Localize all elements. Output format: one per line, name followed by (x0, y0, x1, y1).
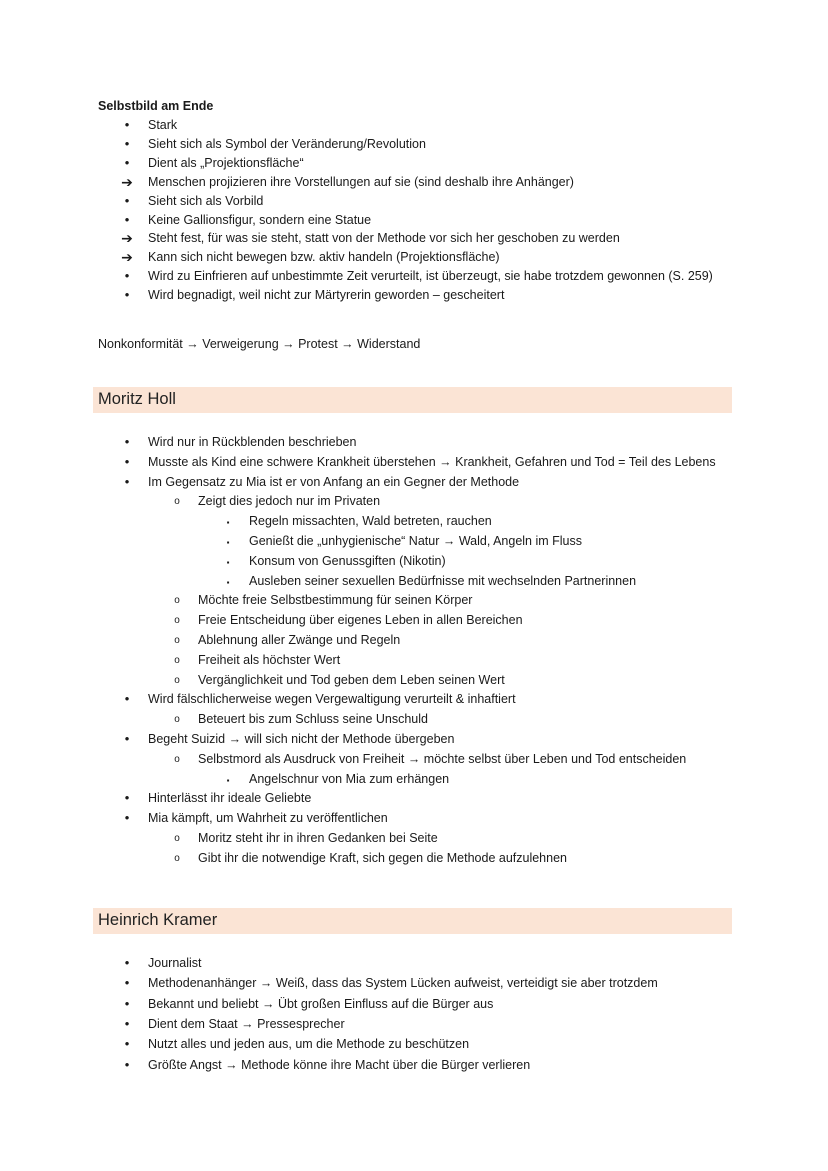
bullet-icon: • (124, 1036, 130, 1052)
circle-bullet-icon: o (174, 496, 180, 508)
list-item-text: Regeln missachten, Wald betreten, rauchen (249, 514, 492, 529)
list-item-text: Im Gegensatz zu Mia ist er von Anfang an ein Gegner der Methode (148, 474, 520, 489)
list-item-text: Wird nur in Rückblenden beschrieben (148, 435, 357, 449)
bullet-icon: • (124, 287, 130, 303)
bullet-icon: • (124, 268, 130, 284)
list-item-text: Wird begnadigt, weil nicht zur Märtyrerin geworden – gescheitert (148, 288, 505, 303)
list-item-text: Größte Angst → Methode könne ihre Macht über die Bürger verlieren (148, 1057, 531, 1072)
bullet-icon: • (124, 1056, 130, 1072)
bullet-icon: • (124, 135, 130, 151)
list-item-text: Angelschnur von Mia zum erhängen (249, 771, 450, 786)
list-item-text: Menschen projizieren ihre Vorstellungen auf sie (sind deshalb ihre Anhänger) (148, 174, 574, 189)
arrow-marker-icon: ➔ (121, 173, 133, 190)
bullet-icon: • (124, 473, 130, 489)
list-item-text: Dient als „Projektionsfläche“ (148, 155, 304, 170)
square-bullet-icon: ▪ (226, 577, 230, 587)
section-heinrich-kramer (93, 908, 732, 934)
list-item-text: Ablehnung aller Zwänge und Regeln (198, 633, 401, 647)
bullet-icon: • (124, 211, 130, 227)
list-item-text: Begeht Suizid → will sich nicht der Methode übergeben (148, 732, 455, 746)
list-item-text: Beteuert bis zum Schluss seine Unschuld (198, 712, 428, 727)
section-moritz-holl (93, 387, 732, 413)
bullet-icon: • (124, 154, 130, 170)
circle-bullet-icon: o (174, 615, 180, 627)
circle-bullet-icon: o (174, 674, 180, 686)
square-bullet-icon: ▪ (226, 538, 230, 547)
list-item-text: Sieht sich als Symbol der Veränderung/Revolution (148, 136, 426, 151)
list-item-text: Konsum von Genussgiften (Nikotin) (249, 553, 446, 568)
bullet-icon: • (124, 975, 130, 991)
list-item-text: Moritz steht ihr in ihren Gedanken bei Seite (198, 831, 438, 845)
circle-bullet-icon: o (174, 833, 180, 844)
list-item-text: Keine Gallionsfigur, sondern eine Statue (148, 212, 372, 227)
circle-bullet-icon: o (174, 654, 180, 666)
circle-bullet-icon: o (174, 635, 180, 646)
bullet-icon: • (124, 955, 130, 970)
bullet-icon: • (124, 810, 130, 826)
bullet-icon: • (124, 790, 130, 806)
selbstbild-heading: Selbstbild am Ende (98, 99, 214, 113)
list-item-text: Mia kämpft, um Wahrheit zu veröffentlichen (148, 811, 388, 826)
list-item-text: Steht fest, für was sie steht, statt von der Methode vor sich her geschoben zu werden (148, 231, 620, 246)
arrow-marker-icon: ➔ (121, 230, 133, 247)
list-item-text: Bekannt und beliebt → Übt großen Einfluss auf die Bürger aus (148, 996, 494, 1011)
bullet-icon: • (124, 453, 130, 469)
circle-bullet-icon: o (174, 714, 180, 726)
list-item-text: Freie Entscheidung über eigenes Leben in allen Bereichen (198, 613, 523, 628)
circle-bullet-icon: o (174, 852, 180, 864)
list-item-text: Genießt die „unhygienische“ Natur → Wald, Angeln im Fluss (249, 534, 583, 548)
list-item-text: Möchte freie Selbstbestimmung für seinen Körper (198, 593, 473, 608)
list-item-text: Vergänglichkeit und Tod geben dem Leben seinen Wert (198, 672, 505, 687)
bullet-icon: • (124, 731, 130, 746)
list-item-text: Stark (148, 118, 178, 132)
bullet-icon: • (124, 434, 130, 449)
bullet-icon: • (124, 192, 130, 208)
list-item-text: Journalist (148, 956, 202, 970)
circle-bullet-icon: o (174, 595, 180, 607)
list-item-text: Selbstmord als Ausdruck von Freiheit → möchte selbst über Leben und Tod entscheiden (198, 751, 687, 766)
section-title: Heinrich Kramer (98, 911, 218, 929)
list-item-text: Ausleben seiner sexuellen Bedürfnisse mit wechselnden Partnerinnen (249, 573, 637, 588)
section-title: Moritz Holl (98, 390, 176, 408)
list-item-text: Gibt ihr die notwendige Kraft, sich gegen die Methode aufzulehnen (198, 850, 567, 865)
list-item-text: Wird zu Einfrieren auf unbestimmte Zeit verurteilt, ist überzeugt, sie habe trotzdem gewonnen (S. 259) (148, 269, 713, 284)
summary-line: Nonkonformität → Verweigerung → Protest → Widerstand (98, 337, 421, 351)
bullet-icon: • (124, 691, 130, 707)
circle-bullet-icon: o (174, 753, 180, 765)
bullet-icon: • (124, 1015, 130, 1031)
bullet-icon: • (124, 117, 130, 132)
square-bullet-icon: ▪ (226, 518, 230, 528)
bullet-icon: • (124, 995, 130, 1011)
square-bullet-icon: ▪ (226, 557, 230, 567)
list-item-text: Dient dem Staat → Pressesprecher (148, 1016, 345, 1031)
list-item-text: Zeigt dies jedoch nur im Privaten (198, 494, 381, 509)
list-item-text: Sieht sich als Vorbild (148, 193, 264, 208)
list-item-text: Methodenanhänger → Weiß, dass das System Lücken aufweist, verteidigt sie aber trotzdem (148, 976, 658, 991)
list-item-text: Nutzt alles und jeden aus, um die Methode zu beschützen (148, 1037, 470, 1052)
list-item-text: Hinterlässt ihr ideale Geliebte (148, 791, 312, 806)
list-item-text: Wird fälschlicherweise wegen Vergewaltigung verurteilt & inhaftiert (148, 692, 516, 707)
square-bullet-icon: ▪ (226, 775, 230, 785)
list-item-text: Kann sich nicht bewegen bzw. aktiv handeln (Projektionsfläche) (148, 250, 500, 265)
list-item-text: Musste als Kind eine schwere Krankheit überstehen → Krankheit, Gefahren und Tod = Teil des Lebens (148, 454, 716, 469)
arrow-marker-icon: ➔ (121, 249, 133, 266)
list-item-text: Freiheit als höchster Wert (198, 652, 341, 667)
